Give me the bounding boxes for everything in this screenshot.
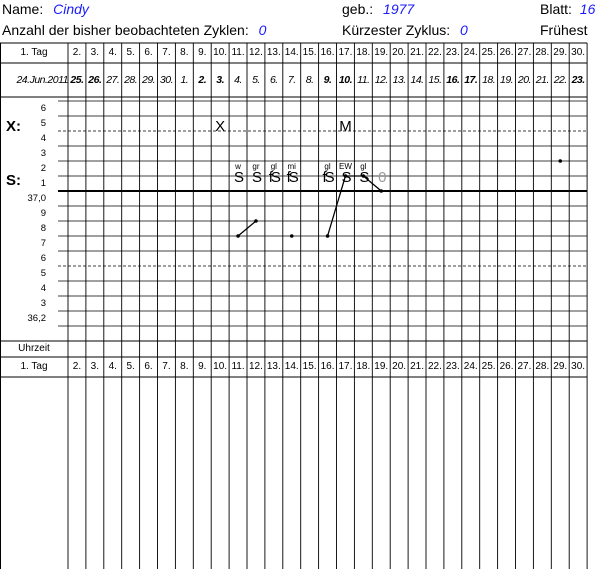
date-cell: 15.	[428, 74, 442, 86]
date-cell: 3.	[216, 74, 225, 86]
first-day-label-lower: 1. Tag	[20, 361, 48, 372]
s-mark-note: EW	[339, 162, 352, 171]
date-cell: 30.	[159, 74, 173, 86]
day-number: 19.	[374, 47, 389, 58]
earliest-label: Frühest	[540, 22, 588, 38]
day-number: 12.	[248, 47, 263, 58]
sheet-label: Blatt:	[540, 1, 572, 17]
day-number: 20.	[392, 47, 407, 58]
date-cell: 19.	[499, 74, 514, 86]
sheet-value[interactable]: 16	[579, 1, 595, 17]
day-number: 30.	[571, 47, 586, 58]
day-number: 21.	[410, 47, 424, 58]
s-mark: S	[234, 169, 243, 186]
day-number-lower: 11.	[231, 361, 245, 372]
row-label: 2	[40, 162, 46, 174]
row-label: 3	[40, 147, 46, 159]
day-number-lower: 16.	[320, 361, 335, 372]
day-number: 18.	[356, 47, 371, 58]
shortest-label: Kürzester Zyklus:	[342, 22, 451, 38]
date-cell: 16.	[446, 74, 460, 86]
date-cell: 8.	[305, 74, 314, 86]
date-cell: 12.	[374, 74, 388, 86]
day-number: 16.	[320, 47, 335, 58]
day-number: 9.	[198, 47, 207, 58]
s-mark: S	[341, 169, 350, 186]
day-number: 14.	[284, 47, 299, 58]
date-cell: 10.	[338, 74, 352, 86]
date-cell: 29.	[141, 74, 156, 86]
day-number: 28.	[535, 47, 550, 58]
date-cell: 27.	[106, 74, 120, 86]
day-number-lower: 20.	[392, 361, 407, 372]
day-number-lower: 22.	[427, 361, 442, 372]
s-mark-note: gl	[324, 162, 331, 171]
s-mark-note: mi	[287, 162, 296, 171]
day-number-lower: 14.	[284, 361, 299, 372]
day-number: 8.	[180, 47, 189, 58]
name-value[interactable]: Cindy	[53, 1, 89, 17]
s-mark: 0	[378, 169, 385, 186]
date-cell: 6.	[269, 74, 278, 86]
row-label: 3	[40, 297, 46, 309]
row-label: 8	[40, 222, 46, 234]
date-cell: 13.	[392, 74, 406, 86]
day-number-lower: 28.	[535, 361, 550, 372]
x-row-label: X:	[6, 118, 21, 135]
day-number: 29.	[553, 47, 568, 58]
day-number-lower: 30.	[571, 361, 586, 372]
day-number: 24.	[463, 47, 478, 58]
day-number: 13.	[266, 47, 281, 58]
day-number-lower: 27.	[517, 361, 532, 372]
day-number-lower: 15.	[302, 361, 317, 372]
row-label: 1	[40, 177, 46, 189]
temperature-point	[290, 234, 294, 238]
day-number: 5.	[126, 47, 135, 58]
s-mark-note: gl	[270, 162, 277, 171]
date-cell: 1.	[180, 74, 189, 86]
date-cell: 2.	[198, 74, 207, 86]
temperature-point	[558, 159, 562, 163]
row-label: 6	[40, 252, 46, 264]
day-number-lower: 9.	[198, 361, 207, 372]
s-row-label: S:	[6, 172, 21, 189]
day-number-lower: 26.	[499, 361, 514, 372]
day-number-lower: 7.	[162, 361, 171, 372]
temperature-point	[379, 189, 383, 193]
day-number-lower: 3.	[90, 361, 99, 372]
s-mark: fS	[322, 169, 333, 186]
day-number-lower: 18.	[356, 361, 371, 372]
day-number: 10.	[213, 47, 228, 58]
s-mark: fS	[286, 169, 297, 186]
row-label: 7	[40, 237, 46, 249]
s-mark-note: gl	[360, 162, 367, 171]
day-number: 25.	[481, 47, 496, 58]
day-number: 15.	[302, 47, 317, 58]
date-cell: 17.	[464, 74, 478, 86]
row-label: 9	[40, 207, 46, 219]
day-number-lower: 17.	[338, 361, 353, 372]
s-mark: fS	[268, 169, 279, 186]
x-mark: M	[339, 118, 352, 135]
day-number-lower: 8.	[180, 361, 189, 372]
day-number-lower: 6.	[144, 361, 153, 372]
day-number: 27.	[517, 47, 532, 58]
row-label: 37,0	[27, 192, 46, 204]
date-cell: 4.	[234, 74, 242, 86]
day-number: 3.	[90, 47, 99, 58]
date-cell: 14.	[410, 74, 424, 86]
day-number-lower: 29.	[553, 361, 568, 372]
row-label: 36,2	[27, 312, 46, 324]
day-number: 2.	[72, 47, 82, 58]
uhrzeit-label: Uhrzeit	[18, 343, 50, 354]
day-number-lower: 21.	[410, 361, 424, 372]
day-number-lower: 25.	[481, 361, 496, 372]
day-number: 22.	[427, 47, 442, 58]
row-label: 5	[40, 117, 46, 129]
date-cell: 5.	[252, 74, 260, 86]
born-label: geb.:	[342, 1, 374, 17]
row-label: 5	[40, 267, 46, 279]
day-number-lower: 5.	[126, 361, 135, 372]
temperature-point	[254, 219, 258, 223]
date-cell: 25.	[70, 74, 84, 86]
day-number: 17.	[338, 47, 353, 58]
day-number-lower: 24.	[463, 361, 478, 372]
cycles-value[interactable]: 0	[258, 22, 267, 38]
day-number: 4.	[108, 47, 117, 58]
s-mark-note: gr	[252, 162, 260, 171]
date-cell: 20.	[517, 74, 531, 86]
x-mark: X	[215, 118, 226, 135]
day-number: 6.	[144, 47, 153, 58]
s-mark-note: w	[235, 162, 241, 171]
date-cell: 24.Jun.2011	[16, 74, 68, 86]
date-cell: 9.	[323, 74, 332, 86]
date-cell: 28.	[124, 74, 138, 86]
s-mark: S	[359, 169, 368, 186]
day-number-lower: 13.	[266, 361, 281, 372]
date-cell: 22.	[553, 74, 567, 86]
day-number: 26.	[499, 47, 514, 58]
date-cell: 18.	[482, 74, 496, 86]
day-number-lower: 23.	[445, 361, 460, 372]
first-day-label: 1. Tag	[20, 47, 48, 58]
day-number-lower: 4.	[108, 361, 117, 372]
day-number: 11.	[231, 47, 245, 58]
cycles-label: Anzahl der bisher beobachteten Zyklen:	[2, 22, 249, 38]
born-value[interactable]: 1977	[383, 1, 415, 17]
day-number-lower: 19.	[374, 361, 389, 372]
shortest-value[interactable]: 0	[460, 22, 468, 38]
row-label: 6	[40, 102, 46, 114]
date-cell: 21.	[535, 74, 549, 86]
name-label: Name:	[2, 1, 44, 17]
day-number-lower: 10.	[213, 361, 228, 372]
row-label: 4	[40, 282, 46, 294]
date-cell: 7.	[287, 74, 296, 86]
day-number: 23.	[445, 47, 460, 58]
day-number-lower: 12.	[248, 361, 263, 372]
day-number: 7.	[162, 47, 171, 58]
date-cell: 26.	[88, 74, 102, 86]
row-label: 4	[40, 132, 46, 144]
date-cell: 23.	[571, 74, 585, 86]
day-number-lower: 2.	[72, 361, 82, 372]
s-mark: S	[251, 169, 260, 186]
date-cell: 11.	[357, 74, 370, 86]
